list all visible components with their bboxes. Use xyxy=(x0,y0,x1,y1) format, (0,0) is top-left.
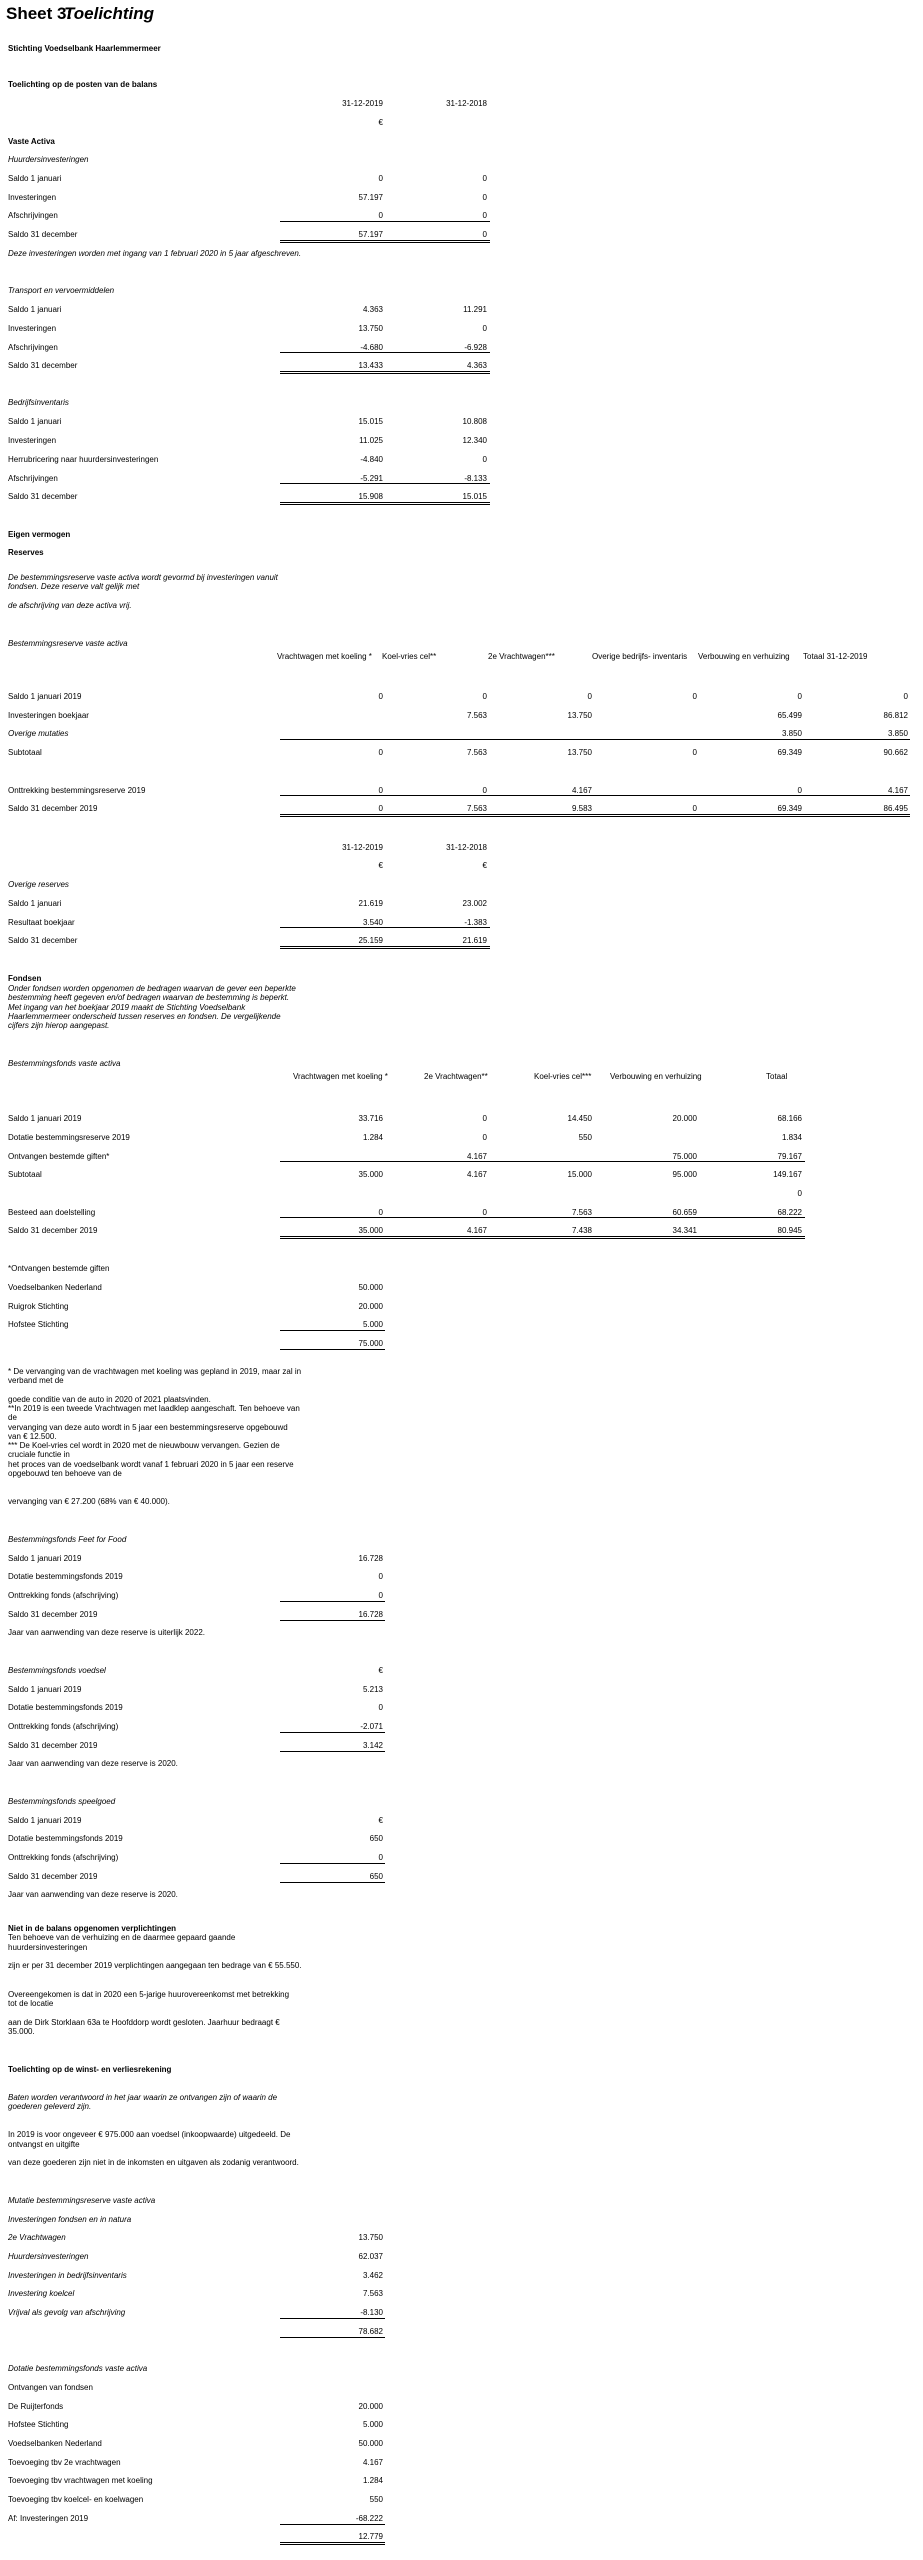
table-cell: 65.499 xyxy=(777,711,802,720)
table-cell: 95.000 xyxy=(672,1170,697,1179)
total-line xyxy=(280,2542,385,2543)
table-title: Dotatie bestemmingsfonds vaste activa xyxy=(8,2364,148,2373)
subsection-title: Reserves xyxy=(8,548,44,557)
table-cell: 3.850 xyxy=(781,729,802,738)
subtotal-line xyxy=(280,2318,385,2319)
value-2019: 13.750 xyxy=(358,324,383,333)
row-label: 2e Vrachtwagen xyxy=(8,2233,66,2242)
table-title: Huurdersinvesteringen xyxy=(8,155,89,164)
subtotal-line xyxy=(280,739,910,740)
subtotal-line xyxy=(280,1330,385,1331)
paragraph-line: bestemming heeft gegeven en/of bedragen waarvan de bestemming is beperkt. xyxy=(8,993,290,1002)
table-cell: 0 xyxy=(482,1133,487,1142)
column-header: Vrachtwagen met koeling * xyxy=(277,652,372,661)
total-value: 78.682 xyxy=(358,2327,383,2336)
paragraph-line: Haarlemmermeer onderscheid tussen reserves en fondsen. De vergelijkende xyxy=(8,1012,281,1021)
table-title: Bestemmingsfonds Feet for Food xyxy=(8,1535,127,1544)
value-2019: 650 xyxy=(369,1872,383,1881)
table-cell: 0 xyxy=(797,692,802,701)
table-cell: 0 xyxy=(482,692,487,701)
row-label: Saldo 1 januari xyxy=(8,417,62,426)
table-cell: 1.834 xyxy=(781,1133,802,1142)
value-2019: 4.167 xyxy=(362,2458,383,2467)
table-cell: 86.812 xyxy=(883,711,908,720)
table-cell: 0 xyxy=(587,692,592,701)
table-subtitle: Investeringen fondsen en in natura xyxy=(8,2215,132,2224)
value-2019: 15.015 xyxy=(358,417,383,426)
value-2018: -8.133 xyxy=(464,474,487,483)
total-line xyxy=(280,502,490,503)
table-cell: 33.716 xyxy=(358,1114,383,1123)
sheet-title-prefix: Sheet 3: xyxy=(6,4,73,23)
row-label: Herrubricering naar huurdersinvesteringen xyxy=(8,455,159,464)
total-line xyxy=(280,373,490,374)
value-2019: 13.433 xyxy=(358,361,383,370)
table-cell: 60.659 xyxy=(672,1208,697,1217)
row-label: Afschrijvingen xyxy=(8,211,58,220)
note: fondsen. Deze reserve valt gelijk met xyxy=(8,582,140,591)
paragraph-line: Overeengekomen is dat in 2020 een 5-jarige huurovereenkomst met betrekking xyxy=(8,1990,290,1999)
row-label: Subtotaal xyxy=(8,1170,42,1179)
table-cell: 0 xyxy=(482,786,487,795)
row-label: Investeringen xyxy=(8,436,57,445)
value-2019: 650 xyxy=(369,1834,383,1843)
row-label: Onttrekking fonds (afschrijving) xyxy=(8,1591,119,1600)
footnote-line: van € 12.500. xyxy=(8,1432,57,1441)
subtotal-line xyxy=(280,1217,805,1218)
value-2019: 5.213 xyxy=(362,1685,383,1694)
paragraph-line: zijn er per 31 december 2019 verplichtingen aangegaan ten bedrage van € 55.550. xyxy=(8,1961,302,1970)
footnote-line: *** De Koel-vries cel wordt in 2020 met de nieuwbouw vervangen. Gezien de xyxy=(8,1441,280,1450)
row-label: Saldo 31 december 2019 xyxy=(8,1872,98,1881)
table-cell: 7.563 xyxy=(466,711,487,720)
value-2018: 0 xyxy=(482,211,487,220)
paragraph-line: Baten worden verantwoord in het jaar waarin ze ontvangen zijn of waarin de xyxy=(8,2093,278,2102)
paragraph-line: huurdersinvesteringen xyxy=(8,1943,88,1952)
subtotal-line xyxy=(280,221,490,222)
row-label: Saldo 31 december 2019 xyxy=(8,1226,98,1235)
row-label: Ruigrok Stichting xyxy=(8,1302,69,1311)
table-cell: 0 xyxy=(378,692,383,701)
row-label: Investeringen boekjaar xyxy=(8,711,89,720)
value-2019: 1.284 xyxy=(362,2476,383,2485)
value-2019: 13.750 xyxy=(358,2233,383,2242)
table-cell: 35.000 xyxy=(358,1170,383,1179)
footnote-line: cruciale functie in xyxy=(8,1450,70,1459)
row-label: Saldo 31 december xyxy=(8,492,78,501)
value-2018: 23.002 xyxy=(462,899,487,908)
value-2019: 15.908 xyxy=(358,492,383,501)
value-2018: 11.291 xyxy=(463,305,487,314)
row-label: Saldo 31 december 2019 xyxy=(8,1741,98,1750)
row-label: Saldo 1 januari 2019 xyxy=(8,1114,82,1123)
table-cell: 0 xyxy=(378,748,383,757)
value-2019: 20.000 xyxy=(358,2402,383,2411)
row-label: Saldo 31 december 2019 xyxy=(8,804,98,813)
footnote-line: de xyxy=(8,1413,17,1422)
footnote-line: goede conditie van de auto in 2020 of 2021 plaatsvinden. xyxy=(8,1395,211,1404)
table-cell: 7.563 xyxy=(571,1208,592,1217)
row-label: Voedselbanken Nederland xyxy=(8,1283,102,1292)
row-label: Toevoeging tbv koelcel- en koelwagen xyxy=(8,2495,144,2504)
value-2019: -8.130 xyxy=(360,2308,383,2317)
value-2018: 4.363 xyxy=(466,361,487,370)
table-cell: 149.167 xyxy=(773,1170,802,1179)
table-cell: 80.945 xyxy=(777,1226,802,1235)
row-label: Onttrekking fonds (afschrijving) xyxy=(8,1722,119,1731)
row-label: Saldo 1 januari 2019 xyxy=(8,1554,82,1563)
value-2019: 550 xyxy=(369,2495,383,2504)
value-2018: 0 xyxy=(482,455,487,464)
column-header: Overige bedrijfs- inventaris xyxy=(592,652,688,661)
row-label: Resultaat boekjaar xyxy=(8,918,75,927)
total-line xyxy=(280,242,490,243)
row-label: Investering koelcel xyxy=(8,2289,75,2298)
footnote-line: opgebouwd ten behoeve van de xyxy=(8,1469,122,1478)
row-label: Hofstee Stichting xyxy=(8,2420,69,2429)
column-header: Totaal xyxy=(766,1072,788,1081)
note: Jaar van aanwending van deze reserve is uiterlijk 2022. xyxy=(8,1628,206,1637)
value-2019: 0 xyxy=(378,1703,383,1712)
table-cell: 35.000 xyxy=(358,1226,383,1235)
table-cell: 68.222 xyxy=(777,1208,802,1217)
note: Deze investeringen worden met ingang van 1 februari 2020 in 5 jaar afgeschreven. xyxy=(8,249,302,258)
subtotal-line xyxy=(280,1863,385,1864)
row-label: Afschrijvingen xyxy=(8,474,58,483)
table-title: Bestemmingsfonds speelgoed xyxy=(8,1797,116,1806)
row-label: Saldo 1 januari xyxy=(8,305,62,314)
row-label: Saldo 31 december xyxy=(8,361,78,370)
value-2019: 50.000 xyxy=(358,1283,383,1292)
table-cell: 4.167 xyxy=(466,1170,487,1179)
table-title: Transport en vervoermiddelen xyxy=(8,286,115,295)
note: De bestemmingsreserve vaste activa wordt gevormd bij investeringen vanuit xyxy=(8,573,278,582)
currency-label: € xyxy=(482,861,487,870)
table-cell: 69.349 xyxy=(777,748,802,757)
total-line xyxy=(280,371,490,372)
subtotal-line xyxy=(280,1732,385,1733)
table-subtitle: Ontvangen van fondsen xyxy=(8,2383,93,2392)
row-label: Saldo 1 januari 2019 xyxy=(8,1685,82,1694)
table-cell: 0 xyxy=(692,692,697,701)
section-title: Niet in de balans opgenomen verplichtingen xyxy=(8,1924,177,1933)
value-2019: -2.071 xyxy=(360,1722,383,1731)
total-value: 12.779 xyxy=(358,2532,383,2541)
total-line xyxy=(280,1236,805,1237)
table-cell: 79.167 xyxy=(777,1152,802,1161)
value-2018: 0 xyxy=(482,193,487,202)
paragraph-line: Ten behoeve van de verhuizing en de daarmee gepaard gaande xyxy=(8,1933,236,1942)
table-cell: 75.000 xyxy=(672,1152,697,1161)
value-2019: 57.197 xyxy=(358,193,383,202)
table-cell: 15.000 xyxy=(567,1170,592,1179)
value-2018: 0 xyxy=(482,230,487,239)
row-label: Saldo 1 januari 2019 xyxy=(8,1816,82,1825)
table-cell: 3.850 xyxy=(887,729,908,738)
table-title: Bestemmingsfonds vaste activa xyxy=(8,1059,121,1068)
column-date-header: 31-12-2019 xyxy=(342,843,383,852)
value-2019: 62.037 xyxy=(358,2252,383,2261)
subtotal-line xyxy=(280,927,490,928)
total-line xyxy=(280,816,910,817)
row-label: Saldo 31 december xyxy=(8,230,78,239)
paragraph-line: cijfers zijn hierop aangepast. xyxy=(8,1021,110,1030)
table-title: Overige reserves xyxy=(8,880,69,889)
subtotal-line xyxy=(280,2524,385,2525)
total-line xyxy=(280,1620,385,1621)
column-header: Totaal 31-12-2019 xyxy=(803,652,868,661)
value-2019: 25.159 xyxy=(358,936,383,945)
value-2019: 4.363 xyxy=(362,305,383,314)
value-2018: 0 xyxy=(482,174,487,183)
footnote-line: vervanging van € 27.200 (68% van € 40.000). xyxy=(8,1497,170,1506)
total-line xyxy=(280,240,490,241)
section-title: Eigen vermogen xyxy=(8,530,71,539)
value-2019: 57.197 xyxy=(358,230,383,239)
footnote-line: **In 2019 is een tweede Vrachtwagen met laadklep aangeschaft. Ten behoeve van xyxy=(8,1404,300,1413)
section-title: Fondsen xyxy=(8,974,42,983)
paragraph-line: van deze goederen zijn niet in de inkomsten en uitgaven als zodanig verantwoord. xyxy=(8,2158,299,2167)
table-cell: 13.750 xyxy=(567,748,592,757)
total-line xyxy=(280,1751,385,1752)
table-title: *Ontvangen bestemde giften xyxy=(8,1264,110,1273)
footnote-line: vervanging van deze auto wordt in 5 jaar een bestemmingsreserve opgebouwd xyxy=(8,1423,288,1432)
currency-label: € xyxy=(378,118,383,127)
paragraph-line: goederen geleverd zijn. xyxy=(8,2102,92,2111)
value-2019: 0 xyxy=(378,174,383,183)
table-title: Mutatie bestemmingsreserve vaste activa xyxy=(8,2196,156,2205)
column-header: Vrachtwagen met koeling * xyxy=(293,1072,388,1081)
row-label: Dotatie bestemmingsfonds 2019 xyxy=(8,1703,123,1712)
table-cell: 7.563 xyxy=(466,804,487,813)
row-label: Vrijval als gevolg van afschrijving xyxy=(8,2308,126,2317)
total-line xyxy=(280,948,490,949)
value-2019: 0 xyxy=(378,211,383,220)
subtotal-line xyxy=(280,1161,805,1162)
total-line xyxy=(280,946,490,947)
row-label: Onttrekking bestemmingsreserve 2019 xyxy=(8,786,146,795)
total-value: 75.000 xyxy=(358,1339,383,1348)
value-2019: 16.728 xyxy=(358,1610,383,1619)
total-line xyxy=(280,2337,385,2338)
row-label: Dotatie bestemmingsreserve 2019 xyxy=(8,1133,130,1142)
value-2019: -68.222 xyxy=(355,2514,383,2523)
table-cell: 0 xyxy=(692,748,697,757)
row-label: Overige mutaties xyxy=(8,729,69,738)
paragraph-line: 35.000. xyxy=(8,2027,35,2036)
row-label: Saldo 1 januari xyxy=(8,174,62,183)
row-label: Toevoeging tbv 2e vrachtwagen xyxy=(8,2458,121,2467)
value-2018: 12.340 xyxy=(462,436,487,445)
paragraph-line: aan de Dirk Storklaan 63a te Hoofddorp wordt gesloten. Jaarhuur bedraagt € xyxy=(8,2018,280,2027)
value-2019: 16.728 xyxy=(358,1554,383,1563)
footnote-line: verband met de xyxy=(8,1376,64,1385)
table-cell: 86.495 xyxy=(883,804,908,813)
table-cell: 69.349 xyxy=(777,804,802,813)
value-2019: 21.619 xyxy=(358,899,383,908)
row-label: Investeringen in bedrijfsinventaris xyxy=(8,2271,127,2280)
value-2019: 3.142 xyxy=(362,1741,383,1750)
table-cell: 550 xyxy=(578,1133,592,1142)
row-label: De Ruijterfonds xyxy=(8,2402,64,2411)
value-2019: 0 xyxy=(378,1853,383,1862)
row-label: Saldo 31 december xyxy=(8,936,78,945)
total-line xyxy=(280,814,910,815)
subtotal-line xyxy=(280,1601,385,1602)
value-2019: 0 xyxy=(378,1572,383,1581)
table-cell: 0 xyxy=(903,692,908,701)
table-cell: 68.166 xyxy=(777,1114,802,1123)
value-2019: 5.000 xyxy=(362,1320,383,1329)
row-label: Subtotaal xyxy=(8,748,42,757)
value-2019: 3.540 xyxy=(362,918,383,927)
total-line xyxy=(280,504,490,505)
table-cell: 0 xyxy=(378,1208,383,1217)
subtotal-line xyxy=(280,795,910,796)
value-2019: -4.840 xyxy=(360,455,383,464)
row-label: Saldo 1 januari 2019 xyxy=(8,692,82,701)
column-date-header: 31-12-2019 xyxy=(342,99,383,108)
table-cell: 0 xyxy=(797,1189,802,1198)
value-2019: 5.000 xyxy=(362,2420,383,2429)
table-cell: 0 xyxy=(797,786,802,795)
table-cell: 7.438 xyxy=(571,1226,592,1235)
sheet-title-name: Toelichting xyxy=(64,4,155,23)
footnote-line: * De vervanging van de vrachtwagen met koeling was gepland in 2019, maar zal in xyxy=(8,1367,302,1376)
table-cell: 7.563 xyxy=(466,748,487,757)
paragraph-line: Met ingang van het boekjaar 2019 maakt de Stichting Voedselbank xyxy=(8,1003,246,1012)
value-2018: 21.619 xyxy=(462,936,487,945)
value-2019: 7.563 xyxy=(362,2289,383,2298)
row-label: Investeringen xyxy=(8,324,57,333)
note: Jaar van aanwending van deze reserve is 2020. xyxy=(8,1890,178,1899)
value-2018: 10.808 xyxy=(462,417,487,426)
table-cell: 0 xyxy=(692,804,697,813)
total-line xyxy=(280,2544,385,2545)
row-label: Investeringen xyxy=(8,193,57,202)
table-cell: 0 xyxy=(378,804,383,813)
column-header: 2e Vrachtwagen** xyxy=(424,1072,488,1081)
table-cell: 9.583 xyxy=(571,804,592,813)
table-cell: 4.167 xyxy=(887,786,908,795)
table-cell: 20.000 xyxy=(672,1114,697,1123)
column-header: Verbouwing en verhuizing xyxy=(610,1072,702,1081)
row-label: Hofstee Stichting xyxy=(8,1320,69,1329)
column-header: Koel-vries cel*** xyxy=(534,1072,592,1081)
note: de afschrijving van deze activa vrij. xyxy=(8,601,132,610)
table-title: Bedrijfsinventaris xyxy=(8,398,69,407)
row-label: Toevoeging tbv vrachtwagen met koeling xyxy=(8,2476,153,2485)
currency-label: € xyxy=(378,861,383,870)
value-2018: -1.383 xyxy=(464,918,487,927)
column-header: Koel-vries cel** xyxy=(382,652,437,661)
subsection-title: Vaste Activa xyxy=(8,137,55,146)
value-2018: -6.928 xyxy=(464,343,487,352)
table-cell: 0 xyxy=(482,1114,487,1123)
paragraph-line: In 2019 is voor ongeveer € 975.000 aan voedsel (inkoopwaarde) uitgedeeld. De xyxy=(8,2130,291,2139)
row-label: Ontvangen bestemde giften* xyxy=(8,1152,110,1161)
table-cell: 34.341 xyxy=(672,1226,697,1235)
paragraph-line: tot de locatie xyxy=(8,1999,54,2008)
column-date-header: 31-12-2018 xyxy=(446,843,487,852)
row-label: Saldo 31 december 2019 xyxy=(8,1610,98,1619)
section-title: Toelichting op de posten van de balans xyxy=(8,80,158,89)
row-label: Afschrijvingen xyxy=(8,343,58,352)
table-cell: 4.167 xyxy=(571,786,592,795)
value-2019: 11.025 xyxy=(359,436,383,445)
column-header: Verbouwing en verhuizing xyxy=(698,652,790,661)
total-line xyxy=(280,1349,385,1350)
currency-label: € xyxy=(378,1666,383,1675)
row-label: Onttrekking fonds (afschrijving) xyxy=(8,1853,119,1862)
value-2018: 15.015 xyxy=(462,492,487,501)
row-label: Huurdersinvesteringen xyxy=(8,2252,89,2261)
value-2019: 3.462 xyxy=(362,2271,383,2280)
section-title: Toelichting op de winst- en verliesrekening xyxy=(8,2065,172,2074)
table-cell: 1.284 xyxy=(362,1133,383,1142)
table-cell: 4.167 xyxy=(466,1152,487,1161)
table-cell: 0 xyxy=(378,786,383,795)
row-label: Voedselbanken Nederland xyxy=(8,2439,102,2448)
column-header: 2e Vrachtwagen*** xyxy=(488,652,555,661)
value-2019: -5.291 xyxy=(360,474,383,483)
row-label: Dotatie bestemmingsfonds 2019 xyxy=(8,1572,123,1581)
table-cell: 0 xyxy=(482,1208,487,1217)
value-2019: 50.000 xyxy=(358,2439,383,2448)
table-cell: 13.750 xyxy=(567,711,592,720)
value-2019: -4.680 xyxy=(360,343,383,352)
column-date-header: 31-12-2018 xyxy=(446,99,487,108)
table-cell: 90.662 xyxy=(883,748,908,757)
note: Jaar van aanwending van deze reserve is 2020. xyxy=(8,1759,178,1768)
row-label: Af: Investeringen 2019 xyxy=(8,2514,89,2523)
table-title: Bestemmingsfonds voedsel xyxy=(8,1666,106,1675)
currency-label: € xyxy=(378,1816,383,1825)
paragraph-line: Onder fondsen worden opgenomen de bedragen waarvan de gever een beperkte xyxy=(8,984,296,993)
total-line xyxy=(280,1238,805,1239)
row-label: Besteed aan doelstelling xyxy=(8,1208,96,1217)
row-label: Saldo 1 januari xyxy=(8,899,62,908)
value-2018: 0 xyxy=(482,324,487,333)
org-name: Stichting Voedselbank Haarlemmermeer xyxy=(8,44,161,53)
table-title: Bestemmingsreserve vaste activa xyxy=(8,639,128,648)
value-2019: 20.000 xyxy=(358,1302,383,1311)
total-line xyxy=(280,1882,385,1883)
paragraph-line: ontvangst en uitgifte xyxy=(8,2140,80,2149)
row-label: Dotatie bestemmingsfonds 2019 xyxy=(8,1834,123,1843)
footnote-line: het proces van de voedselbank wordt vanaf 1 februari 2020 in 5 jaar een reserve xyxy=(8,1460,294,1469)
table-cell: 4.167 xyxy=(466,1226,487,1235)
value-2019: 0 xyxy=(378,1591,383,1600)
subtotal-line xyxy=(280,483,490,484)
table-cell: 14.450 xyxy=(567,1114,592,1123)
subtotal-line xyxy=(280,352,490,353)
